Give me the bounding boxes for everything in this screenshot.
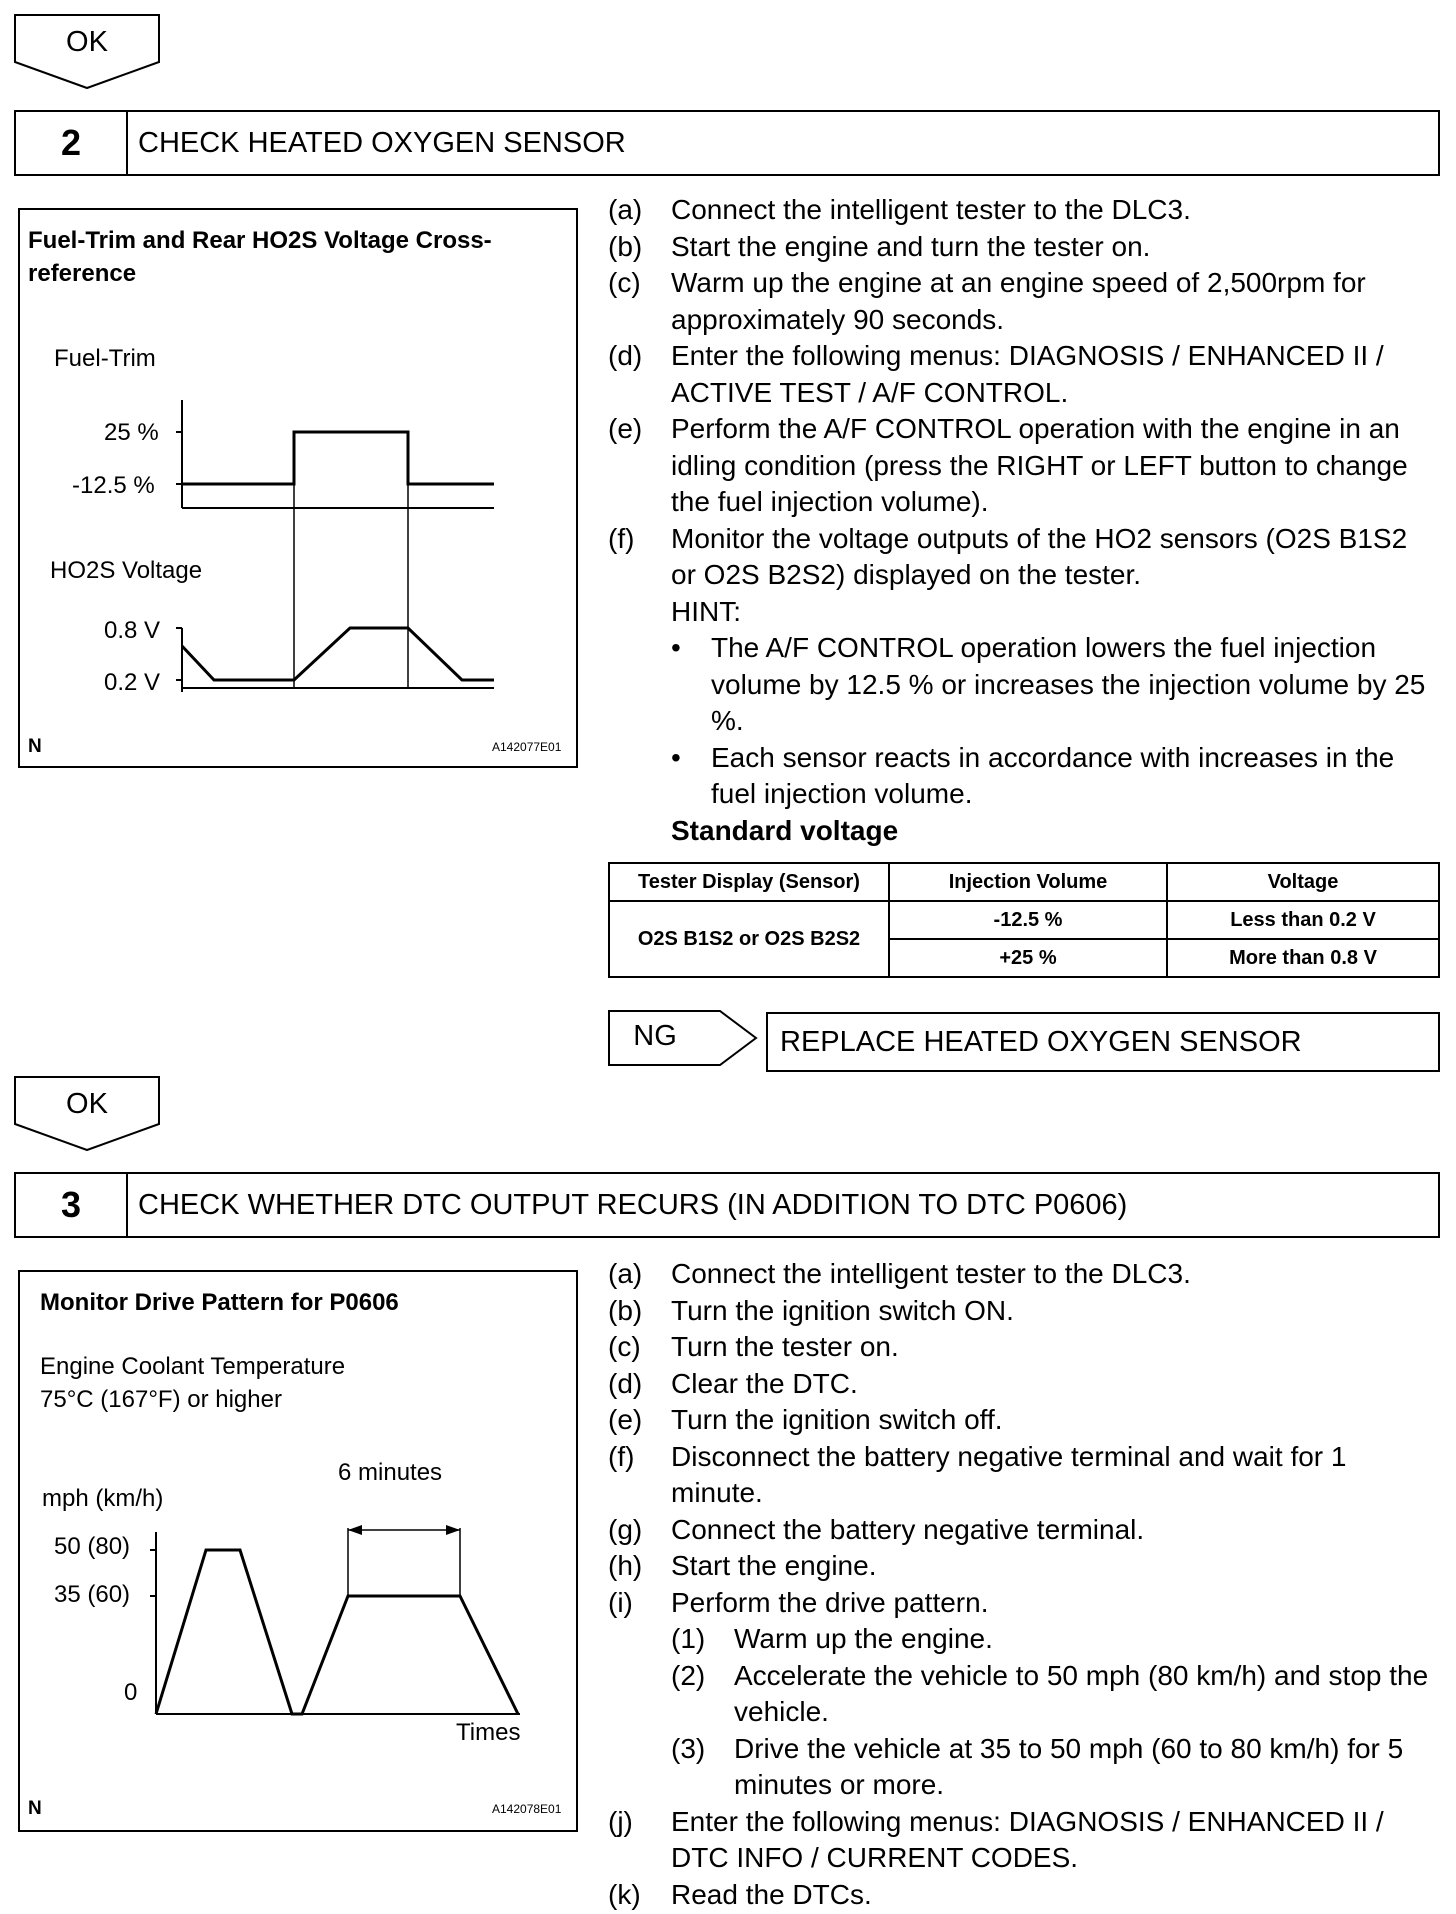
instruction-text: Turn the ignition switch off. <box>671 1404 1003 1435</box>
ng-action-box: REPLACE HEATED OXYGEN SENSOR <box>766 1012 1440 1072</box>
duration-label: 6 minutes <box>338 1459 443 1486</box>
instruction-text: Monitor the voltage outputs of the HO2 sensors (O2S B1S2 or O2S B2S2) displayed on the tester. <box>671 522 1408 590</box>
instruction-text: Turn the ignition switch ON. <box>671 1294 1014 1326</box>
table-header: Voltage <box>1167 863 1439 901</box>
instruction-label: (c) <box>608 1331 641 1362</box>
instruction-row <box>608 1804 1438 1877</box>
instruction-label: (b) <box>608 230 643 262</box>
instruction-label: (i) <box>608 1586 633 1618</box>
table-header-row <box>609 863 1439 901</box>
instruction-label: (d) <box>608 1367 643 1399</box>
instruction-row <box>608 1366 1438 1403</box>
standard-voltage-title: Standard voltage <box>671 814 899 846</box>
instruction-text: Read the DTCs. <box>671 1878 872 1910</box>
instruction-label: (d) <box>608 340 643 371</box>
substep-label: (3) <box>671 1732 706 1764</box>
x-axis-label: Times <box>456 1719 521 1746</box>
fuel-high-label: 25 % <box>104 419 159 446</box>
substep-label: (1) <box>671 1623 706 1654</box>
hint-bullet <box>671 740 1438 813</box>
fuel-trim-figure <box>18 208 578 768</box>
instruction-row <box>608 1512 1438 1549</box>
figure-code: A142077E01 <box>492 740 562 754</box>
instruction-row <box>608 192 1438 229</box>
instruction-label: (h) <box>608 1550 643 1581</box>
table-cell: Less than 0.2 V <box>1167 901 1439 939</box>
table-row <box>609 901 1439 939</box>
ok-label: OK <box>66 1088 108 1120</box>
instruction-row <box>608 521 1438 594</box>
instruction-text: Connect the battery negative terminal. <box>671 1513 1145 1545</box>
substep-label: (2) <box>671 1659 706 1691</box>
step-2-header <box>14 110 1440 176</box>
instruction-label: (j) <box>608 1805 633 1837</box>
figure-title-line1: Fuel-Trim and Rear HO2S Voltage Cross- <box>28 227 492 254</box>
instruction-text: Perform the drive pattern. <box>671 1586 989 1618</box>
drive-pattern-chart <box>20 1272 576 1830</box>
substep-text: Accelerate the vehicle to 50 mph (80 km/h) and stop the vehicle. <box>734 1659 1429 1727</box>
hint-bullet <box>671 630 1438 740</box>
instruction-text: Clear the DTC. <box>671 1367 858 1399</box>
figure-corner-n: N <box>28 736 42 757</box>
instruction-row <box>608 229 1438 266</box>
step-number: 3 <box>16 1174 128 1236</box>
speed-mid-label: 35 (60) <box>54 1581 131 1608</box>
instruction-label: (b) <box>608 1294 643 1326</box>
instruction-row <box>608 1402 1438 1439</box>
instruction-row <box>608 1548 1438 1585</box>
table-cell: +25 % <box>889 939 1167 977</box>
hint-label: HINT: <box>671 595 741 627</box>
instruction-row <box>608 1329 1438 1366</box>
instruction-text: Disconnect the battery negative terminal and wait for 1 minute. <box>671 1440 1347 1508</box>
instruction-text: Start the engine. <box>671 1550 877 1581</box>
fuel-trim-label: Fuel-Trim <box>54 345 156 372</box>
speed-unit-label: mph (km/h) <box>42 1485 164 1512</box>
ect-line2: 75°C (167°F) or higher <box>40 1386 282 1413</box>
step-number: 2 <box>16 112 128 174</box>
instruction-text: Connect the intelligent tester to the DLC3. <box>671 194 1191 225</box>
instruction-label: (c) <box>608 267 641 298</box>
instruction-row <box>608 265 1438 338</box>
table-cell: More than 0.8 V <box>1167 939 1439 977</box>
instruction-row <box>608 1439 1438 1512</box>
ect-line1: Engine Coolant Temperature <box>40 1353 346 1380</box>
ok-arrow-1 <box>14 14 160 90</box>
instruction-text: Enter the following menus: DIAGNOSIS / ENHANCED II / ACTIVE TEST / A/F CONTROL. <box>671 340 1384 408</box>
drive-pattern-figure <box>18 1270 578 1832</box>
instruction-label: (f) <box>608 1440 635 1472</box>
figure-title-line2: reference <box>28 260 137 287</box>
ho2s-label: HO2S Voltage <box>50 557 203 584</box>
table-header: Injection Volume <box>889 863 1167 901</box>
speed-zero-label: 0 <box>124 1679 138 1706</box>
instruction-label: (f) <box>608 522 635 554</box>
instruction-text: Perform the A/F CONTROL operation with the engine in an idling condition (press the RIGHT or LEFT button to change the fuel injection volume). <box>671 413 1408 517</box>
instruction-text: Enter the following menus: DIAGNOSIS / ENHANCED II / DTC INFO / CURRENT CODES. <box>671 1805 1384 1873</box>
instruction-label: (e) <box>608 413 643 444</box>
bullet-dot: • <box>671 741 681 773</box>
bullet-dot: • <box>671 632 681 663</box>
instruction-label: (g) <box>608 1513 643 1545</box>
instruction-label: (e) <box>608 1404 643 1435</box>
step-title: CHECK WHETHER DTC OUTPUT RECURS (IN ADDITION TO DTC P0606) <box>138 1188 1128 1221</box>
substep-text: Drive the vehicle at 35 to 50 mph (60 to 80 km/h) for 5 minutes or more. <box>734 1732 1404 1800</box>
ng-label: NG <box>633 1019 677 1052</box>
instruction-row <box>608 1256 1438 1293</box>
substep-row <box>671 1621 1438 1658</box>
speed-high-label: 50 (80) <box>54 1533 131 1560</box>
instruction-row <box>608 1293 1438 1330</box>
substep-text: Warm up the engine. <box>734 1623 993 1654</box>
step-3-instructions <box>608 1256 1438 1913</box>
ok-arrow-2 <box>14 1076 160 1152</box>
instruction-row <box>608 338 1438 411</box>
instruction-text: Start the engine and turn the tester on. <box>671 230 1151 262</box>
instruction-text: Warm up the engine at an engine speed of 2,500rpm for approximately 90 seconds. <box>671 267 1366 335</box>
fuel-low-label: -12.5 % <box>72 472 155 499</box>
step-2-instructions <box>608 192 1438 849</box>
substep-row <box>671 1731 1438 1804</box>
substep-row <box>671 1658 1438 1731</box>
table-cell-sensor: O2S B1S2 or O2S B2S2 <box>609 901 889 977</box>
instruction-row <box>608 411 1438 521</box>
instruction-row <box>608 1877 1438 1914</box>
figure-code: A142078E01 <box>492 1802 562 1816</box>
step-3-header <box>14 1172 1440 1238</box>
table-cell: -12.5 % <box>889 901 1167 939</box>
instruction-row <box>608 1585 1438 1622</box>
volt-low-label: 0.2 V <box>104 669 161 696</box>
instruction-label: (a) <box>608 194 643 225</box>
volt-high-label: 0.8 V <box>104 617 161 644</box>
instruction-text: Connect the intelligent tester to the DLC3. <box>671 1258 1191 1289</box>
ok-label: OK <box>66 26 108 58</box>
standard-voltage-table <box>608 862 1440 978</box>
instruction-label: (k) <box>608 1878 641 1910</box>
bullet-text: Each sensor reacts in accordance with increases in the fuel injection volume. <box>711 741 1395 809</box>
bullet-text: The A/F CONTROL operation lowers the fuel injection volume by 12.5 % or increases the injection volume by 25 %. <box>711 632 1426 736</box>
step-title: CHECK HEATED OXYGEN SENSOR <box>138 126 626 159</box>
figure-title: Monitor Drive Pattern for P0606 <box>40 1289 399 1316</box>
fuel-trim-waveform <box>20 210 576 766</box>
figure-corner-n: N <box>28 1798 42 1819</box>
instruction-label: (a) <box>608 1258 643 1289</box>
instruction-text: Turn the tester on. <box>671 1331 899 1362</box>
table-header: Tester Display (Sensor) <box>609 863 889 901</box>
